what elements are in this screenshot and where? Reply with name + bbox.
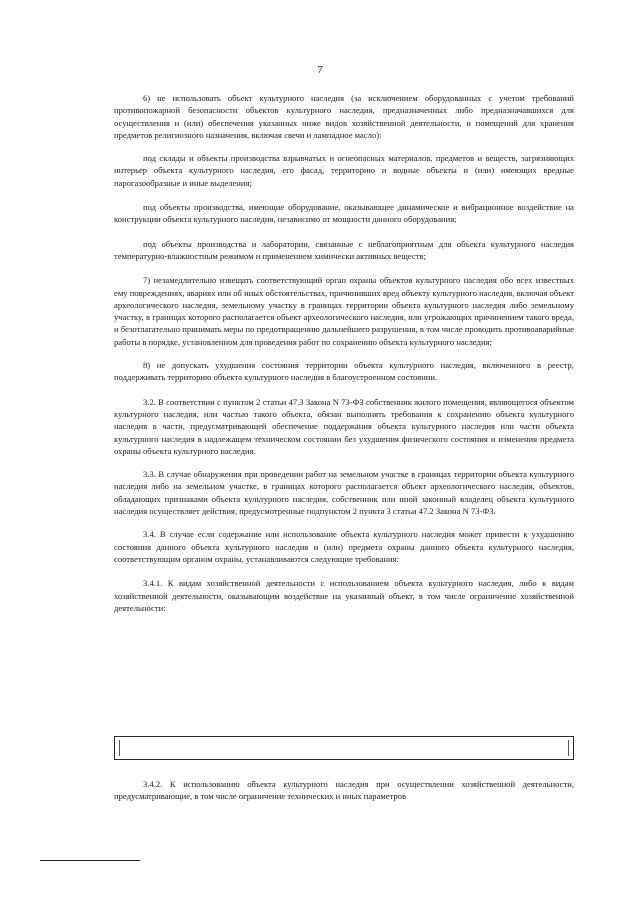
paragraph-vibration: под объекты производства, имеющие оборудование, оказывающее динамическое и вибрационное воздействие на конструкции объекта культурного наследия, независимо от мощности данного оборудования;: [114, 202, 574, 225]
closing-block: [114, 778, 574, 803]
paragraph-3-4-2: 3.4.2. К использованию объекта культурного наследия при осуществлении хозяйственной деятельности, предусматривающие, в том числе ограничение технических и иных параметров: [114, 779, 574, 802]
paragraph-3-3: 3.3. В случае обнаружения при проведении работ на земельном участке в границах территории объекта культурного наследия либо на земельном участке, в границах которого располагается объект археологического наследия, объектов, обладающих признаками объекта культурного наследия, собственник или иной законный владелец объекта культурного наследия осуществляет действия, предусмотренные подпунктом 2 пункта 3 статьи 47.2 Закона N 73-ФЗ.: [114, 469, 574, 517]
page-number: 7: [317, 64, 323, 76]
document-body: [114, 92, 574, 614]
paragraph-3-4-1: 3.4.1. К видам хозяйственной деятельности с использованием объекта культурного наследия, либо к видам хозяйственной деятельности, оказывающим воздействие на указанный объект, в том числе ограничение хозяйственной деятельности:: [114, 578, 574, 613]
paragraph-item-6: 6) не использовать объект культурного наследия (за исключением оборудованных с учетом требований противопожарной безопасности объектов культурного наследия, предназначенных либо предназначавшихся для осуществления и (или) обеспечения указанных ниже видов хозяйственной деятельности, и помещений для хранения предметов религиозного назначения, включая свечи и лампадное масло):: [114, 93, 574, 140]
paragraph-item-7: 7) незамедлительно извещать соответствующий орган охраны объектов культурного наследия обо всех известных ему повреждениях, авариях или об иных обстоятельствах, причинивших вред объекту культурного наследия, включая объект археологического наследия, земельному участку в границах территории объекта культурного наследия либо земельному участку, в границах которого располагается объект археологического наследия, или угрожающих причинением такого вреда, и безотлагательно принимать меры по предотвращению дальнейшего разрушения, в том числе проводить противоаварийные работы в порядке, установленном для проведения работ по сохранению объекта культурного наследия;: [114, 275, 574, 347]
table-right-edge: [568, 740, 569, 756]
table-left-edge: [119, 740, 120, 756]
empty-table-frame: [114, 736, 574, 760]
paragraph-laboratories: под объекты производства и лаборатории, связанные с неблагоприятным для объекта культурного наследия температурно-влажностным режимом и применением химически активных веществ;: [114, 238, 574, 261]
paragraph-3-2: 3.2. В соответствии с пунктом 2 статьи 47.3 Закона N 73-ФЗ собственник жилого помещения, являющегося объектом культурного наследия, или частью такого объекта, обязан выполнять требования к сохранению объекта культурного наследия в части, предусматривающей обеспечение поддержания объекта культурного наследия или части объекта культурного наследия в надлежащем техническом состоянии без ухудшения физического состояния и изменения предмета охраны объекта культурного наследия.: [114, 396, 574, 456]
paragraph-3-4: 3.4. В случае если содержание или использование объекта культурного наследия может привести к ухудшению состояния данного объекта культурного наследия и (или) предмета охраны данного объекта культурного наследия, соответствующим органом охраны, устанавливаются следующие требования:: [114, 529, 574, 564]
footnote-separator: [40, 860, 140, 861]
paragraph-item-8: 8) не допускать ухудшения состояния территории объекта культурного наследия, включенного в реестр, поддерживать территорию объекта культурного наследия в благоустроенном состоянии.: [114, 360, 574, 383]
paragraph-warehouses: под склады и объекты производства взрывчатых и огнеопасных материалов, предметов и веществ, загрязняющих интерьер объекта культурного наследия, его фасад, территорию и водные объекты и (или) имеющих вредные парогазообразные и иные выделения;: [114, 153, 574, 188]
